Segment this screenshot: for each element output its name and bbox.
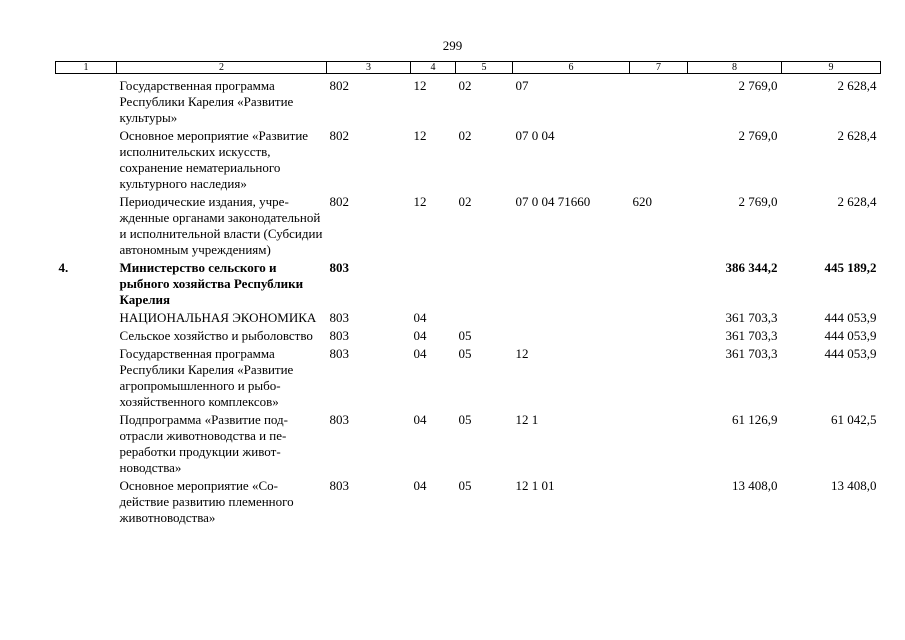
column-header: 9 [782, 62, 881, 74]
row-target-article-code [513, 328, 630, 346]
row-target-article-code [513, 260, 630, 310]
column-header: 3 [327, 62, 411, 74]
row-section-code: 12 [413, 78, 427, 93]
page-number: 299 [442, 38, 463, 53]
column-header: 1 [56, 62, 117, 74]
table-row [56, 478, 881, 528]
row-amount-col8: 13 408,0 [732, 478, 778, 493]
column-header: 4 [411, 62, 456, 74]
row-name: Государственная программа Республики Карелия «Развитие культуры» [119, 78, 294, 125]
table-row [56, 260, 881, 310]
row-index [56, 74, 117, 129]
row-section-code: 04 [413, 310, 427, 325]
row-section-code: 12 [413, 128, 427, 143]
row-expense-type-code [630, 346, 688, 412]
row-subsection-code: 05 [458, 346, 472, 361]
row-subsection-code: 02 [458, 128, 472, 143]
row-name: Основное мероприятие «Содействие развитию племенного животноводства» [119, 478, 294, 525]
table-row [56, 128, 881, 194]
row-section-code: 04 [413, 346, 427, 361]
row-amount-col9: 444 053,9 [824, 346, 877, 361]
row-amount-col8: 2 769,0 [738, 194, 778, 209]
table-row [56, 346, 881, 412]
row-subsection-code: 05 [458, 412, 472, 427]
row-expense-type-code [630, 128, 688, 194]
row-amount-col8: 361 703,3 [725, 310, 778, 325]
row-amount-col9: 444 053,9 [824, 310, 877, 325]
row-subsection-code [456, 260, 513, 310]
row-section-code: 04 [413, 328, 427, 343]
row-subsection-code: 02 [458, 194, 472, 209]
table-row [56, 74, 881, 129]
row-index [56, 478, 117, 528]
row-target-article-code: 07 0 04 71660 [515, 194, 591, 209]
row-expense-type-code [630, 74, 688, 129]
column-header: 5 [456, 62, 513, 74]
row-amount-col9: 445 189,2 [824, 260, 877, 275]
row-name: Подпрограмма «Развитие подотрасли животноводства и переработки продукции животноводства» [119, 412, 289, 475]
column-header: 6 [513, 62, 630, 74]
row-admin-code: 803 [329, 310, 349, 325]
row-name: НАЦИОНАЛЬНАЯ ЭКОНОМИКА [119, 310, 317, 325]
row-amount-col8: 2 769,0 [738, 78, 778, 93]
row-admin-code: 803 [329, 346, 349, 361]
row-amount-col9: 2 628,4 [837, 194, 877, 209]
row-amount-col9: 2 628,4 [837, 78, 877, 93]
row-admin-code: 803 [329, 412, 349, 427]
row-subsection-code [456, 310, 513, 328]
row-index [56, 412, 117, 478]
table-row [56, 328, 881, 346]
row-expense-type-code [630, 328, 688, 346]
row-admin-code: 802 [329, 194, 349, 209]
row-index [56, 128, 117, 194]
row-amount-col8: 61 126,9 [732, 412, 778, 427]
row-amount-col9: 13 408,0 [831, 478, 877, 493]
row-subsection-code: 02 [458, 78, 472, 93]
row-name: Основное мероприятие «Развитие исполнительских искусств, сохранение нематериального культурного наследия» [119, 128, 309, 191]
column-header: 7 [630, 62, 688, 74]
table-body [56, 74, 881, 529]
row-index [56, 310, 117, 328]
row-target-article-code: 12 [515, 346, 529, 361]
row-target-article-code: 07 [515, 78, 529, 93]
row-index: 4. [58, 260, 69, 275]
table-row [56, 194, 881, 260]
column-header-row [56, 62, 881, 74]
table-row [56, 412, 881, 478]
row-admin-code: 803 [329, 328, 349, 343]
row-amount-col8: 361 703,3 [725, 346, 778, 361]
row-expense-type-code [630, 412, 688, 478]
row-expense-type-code [630, 260, 688, 310]
row-target-article-code: 12 1 [515, 412, 539, 427]
row-subsection-code: 05 [458, 328, 472, 343]
table-row [56, 310, 881, 328]
column-header: 2 [117, 62, 327, 74]
row-expense-type-code [630, 478, 688, 528]
row-name: Государственная программа Республики Карелия «Развитие агропромышленного и рыбохозяйственного комплексов» [119, 346, 294, 409]
row-target-article-code: 12 1 01 [515, 478, 555, 493]
row-subsection-code: 05 [458, 478, 472, 493]
row-section-code: 04 [413, 478, 427, 493]
row-section-code: 04 [413, 412, 427, 427]
row-target-article-code [513, 310, 630, 328]
row-name: Периодические издания, учрежденные органами законодательной и исполнительной власти (Субсидии автономным учреждениям) [119, 194, 323, 257]
row-section-code: 12 [413, 194, 427, 209]
row-amount-col8: 386 344,2 [725, 260, 778, 275]
row-amount-col8: 2 769,0 [738, 128, 778, 143]
row-index [56, 328, 117, 346]
row-admin-code: 803 [329, 260, 349, 275]
row-target-article-code: 07 0 04 [515, 128, 555, 143]
row-admin-code: 802 [329, 128, 349, 143]
row-index [56, 194, 117, 260]
row-admin-code: 803 [329, 478, 349, 493]
row-name: Сельское хозяйство и рыболовство [119, 328, 313, 343]
row-section-code [411, 260, 456, 310]
row-name: Министерство сельского и рыбного хозяйства Республики Карелия [119, 260, 304, 307]
row-amount-col9: 2 628,4 [837, 128, 877, 143]
row-admin-code: 802 [329, 78, 349, 93]
column-header: 8 [688, 62, 782, 74]
row-expense-type-code [630, 310, 688, 328]
row-index [56, 346, 117, 412]
row-amount-col8: 361 703,3 [725, 328, 778, 343]
row-expense-type-code: 620 [632, 194, 652, 209]
row-amount-col9: 61 042,5 [831, 412, 877, 427]
row-amount-col9: 444 053,9 [824, 328, 877, 343]
budget-table [55, 61, 881, 528]
